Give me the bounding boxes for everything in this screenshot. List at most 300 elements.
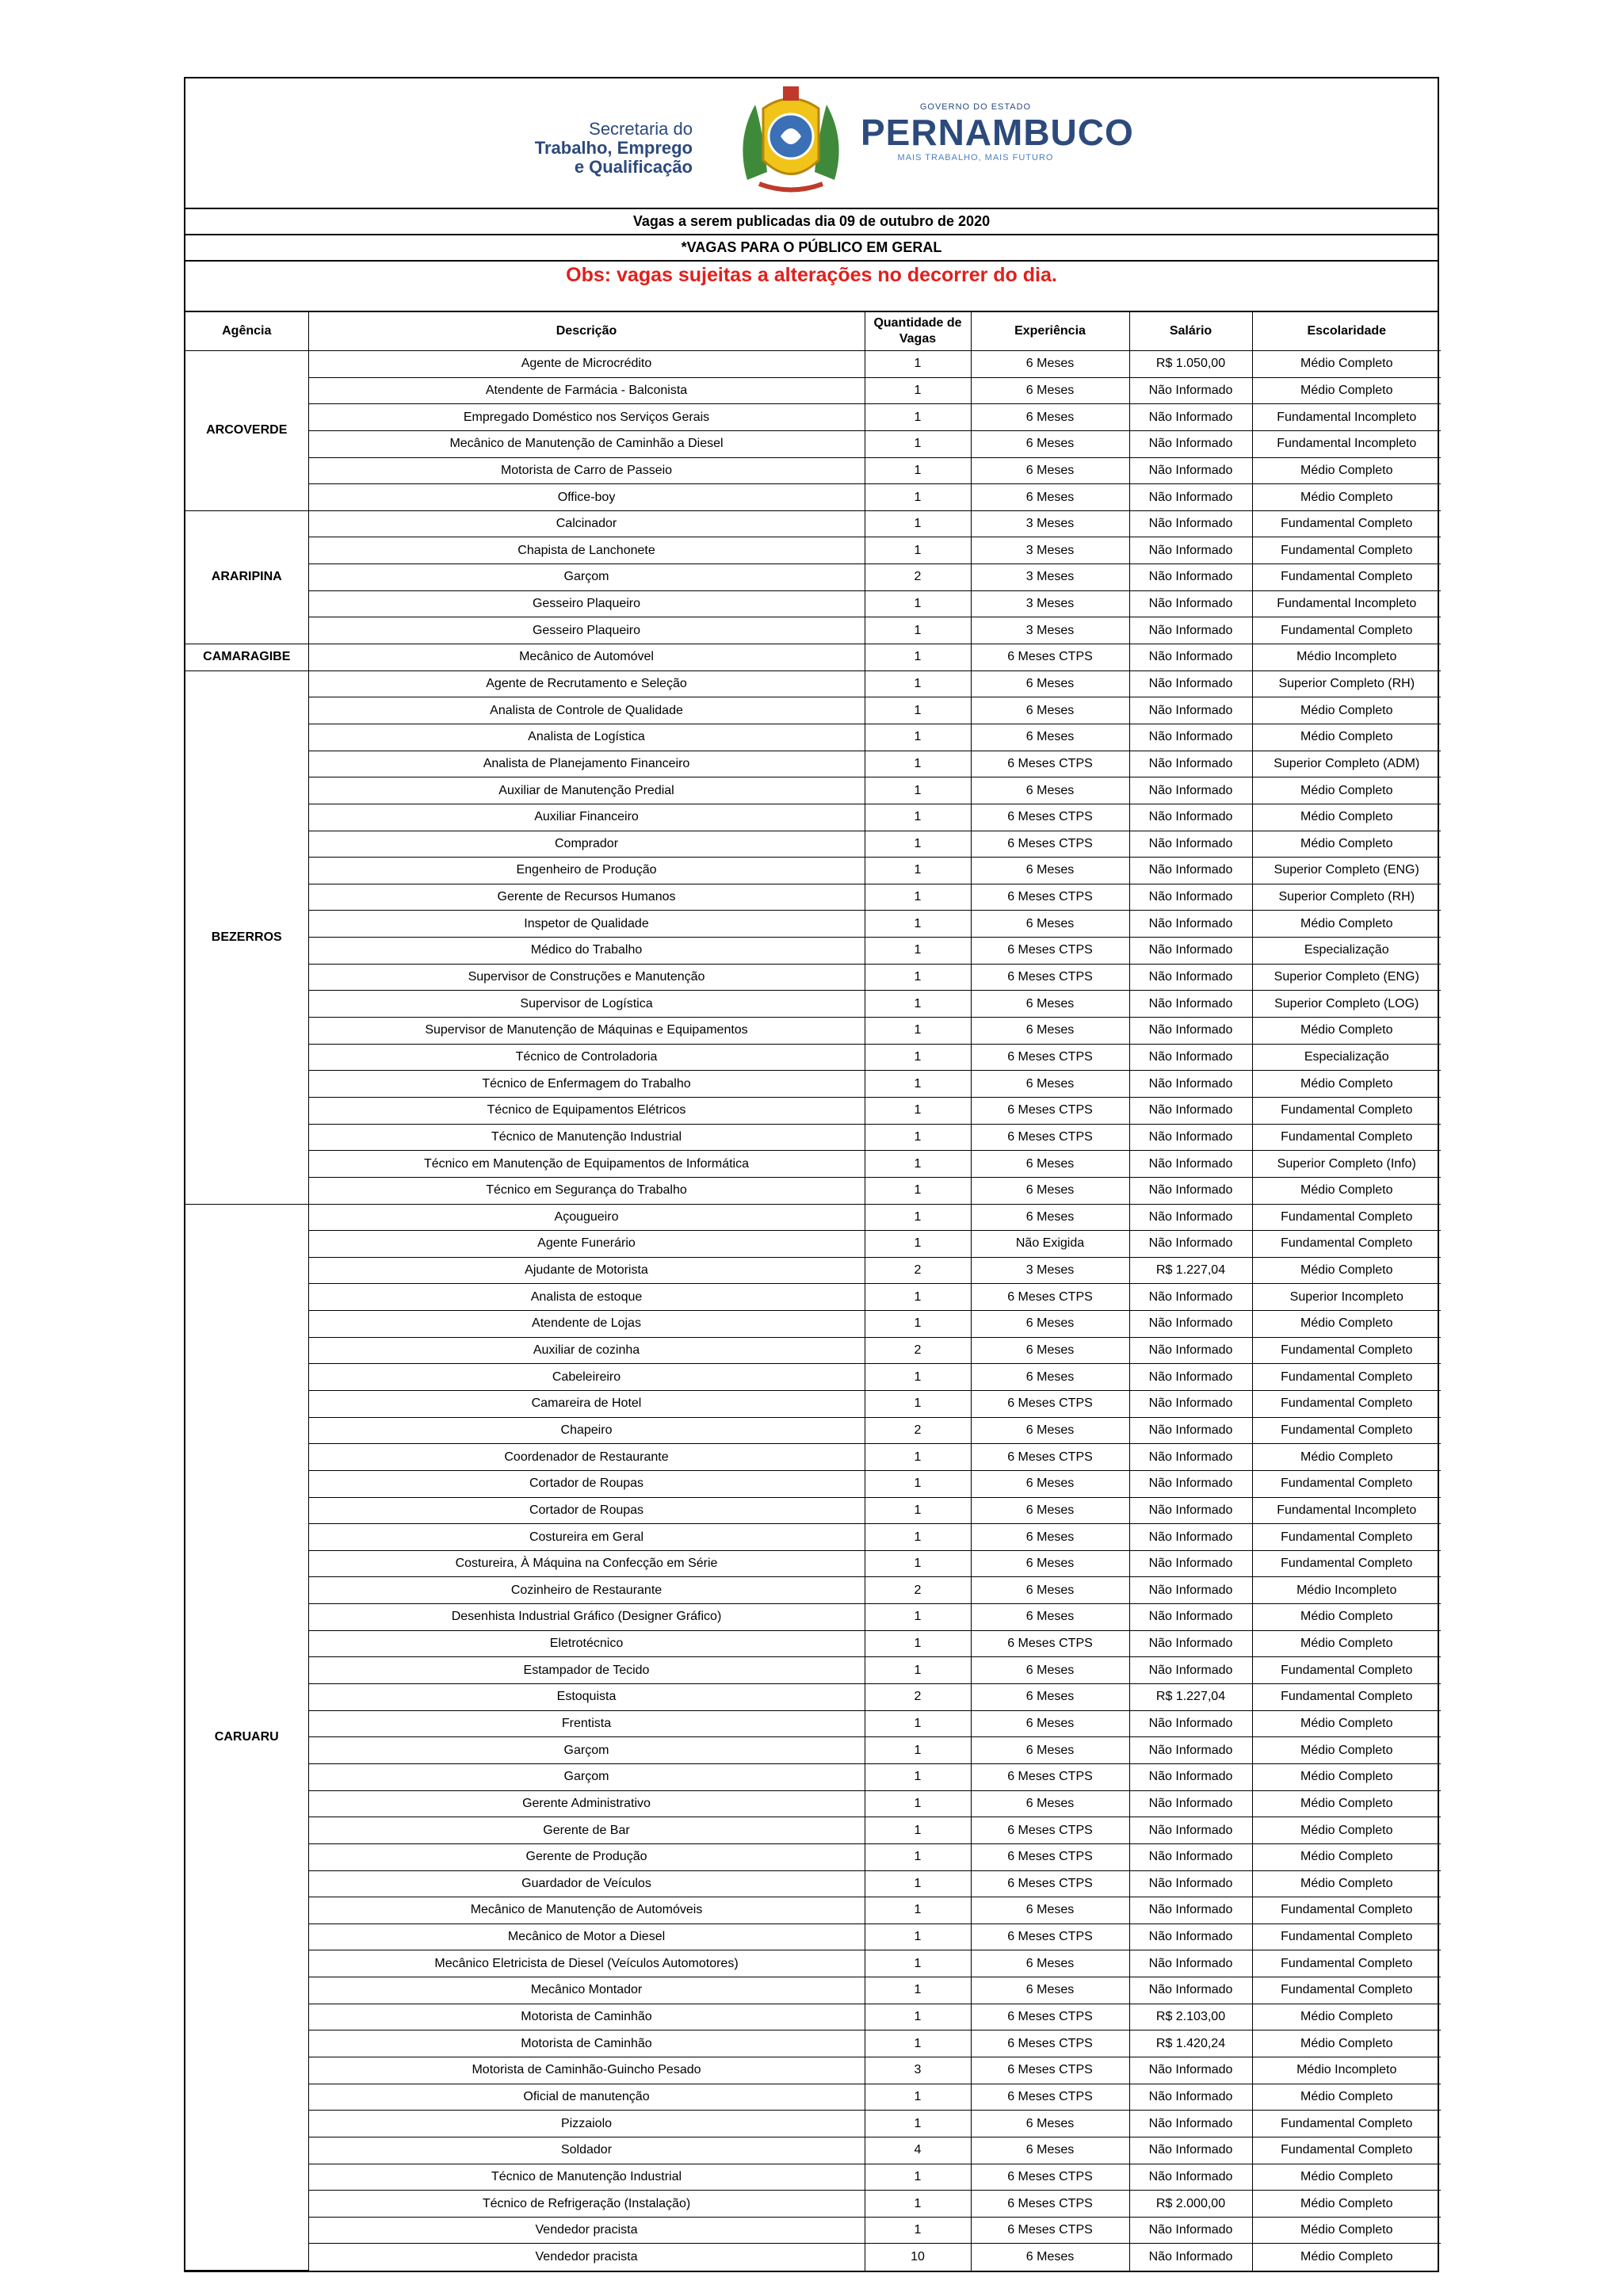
education-cell: Especialização <box>1252 1044 1441 1071</box>
experience-cell: 6 Meses CTPS <box>971 1284 1129 1311</box>
education-cell: Médio Completo <box>1252 1177 1441 1204</box>
salary-cell: Não Informado <box>1129 1843 1252 1870</box>
salary-cell: Não Informado <box>1129 1151 1252 1178</box>
table-row <box>185 457 1441 484</box>
description-cell: Analista de Planejamento Financeiro <box>308 751 865 777</box>
description-cell: Eletrotécnico <box>308 1630 865 1657</box>
table-row <box>185 1897 1441 1924</box>
experience-cell: 6 Meses CTPS <box>971 938 1129 965</box>
table-row <box>185 697 1441 724</box>
education-cell: Médio Completo <box>1252 2084 1441 2111</box>
experience-cell: 6 Meses <box>971 991 1129 1018</box>
salary-cell: Não Informado <box>1129 1737 1252 1764</box>
experience-cell: 6 Meses <box>971 1950 1129 1977</box>
description-cell: Motorista de Caminhão <box>308 2030 865 2057</box>
salary-cell: R$ 2.000,00 <box>1129 2191 1252 2218</box>
table-row <box>185 1790 1441 1817</box>
description-cell: Chapeiro <box>308 1417 865 1444</box>
description-cell: Cabeleireiro <box>308 1364 865 1391</box>
education-cell: Superior Completo (Info) <box>1252 1151 1441 1178</box>
salary-cell: Não Informado <box>1129 1524 1252 1551</box>
quantity-cell: 1 <box>865 1497 971 1524</box>
education-cell: Médio Completo <box>1252 1071 1441 1098</box>
education-cell: Superior Completo (ENG) <box>1252 964 1441 991</box>
education-cell: Fundamental Completo <box>1252 1364 1441 1391</box>
description-cell: Engenheiro de Produção <box>308 858 865 884</box>
education-cell: Médio Incompleto <box>1252 2057 1441 2084</box>
quantity-cell: 10 <box>865 2244 971 2271</box>
description-cell: Costureira em Geral <box>308 1524 865 1551</box>
experience-cell: 6 Meses <box>971 2137 1129 2164</box>
description-cell: Açougueiro <box>308 1204 865 1231</box>
table-row <box>185 644 1441 671</box>
experience-cell: 6 Meses <box>971 911 1129 938</box>
education-cell: Médio Completo <box>1252 1710 1441 1737</box>
quantity-cell: 1 <box>865 884 971 911</box>
experience-cell: 3 Meses <box>971 537 1129 564</box>
salary-cell: Não Informado <box>1129 1311 1252 1338</box>
experience-cell: 6 Meses CTPS <box>971 2217 1129 2244</box>
table-row <box>185 1710 1441 1737</box>
experience-cell: 6 Meses <box>971 1151 1129 1178</box>
education-cell: Médio Completo <box>1252 1018 1441 1045</box>
table-row <box>185 804 1441 831</box>
education-cell: Fundamental Completo <box>1252 1204 1441 1231</box>
table-row <box>185 1097 1441 1124</box>
salary-cell: Não Informado <box>1129 2111 1252 2137</box>
description-cell: Supervisor de Logística <box>308 991 865 1018</box>
col-header-descricao: Descrição <box>308 312 865 351</box>
experience-cell: 6 Meses <box>971 404 1129 431</box>
table-row <box>185 1924 1441 1950</box>
table-row <box>185 777 1441 804</box>
table-row <box>185 1257 1441 1284</box>
salary-cell: Não Informado <box>1129 1097 1252 1124</box>
education-cell: Superior Incompleto <box>1252 1284 1441 1311</box>
salary-cell: Não Informado <box>1129 2137 1252 2164</box>
description-cell: Gesseiro Plaqueiro <box>308 590 865 617</box>
education-cell: Médio Completo <box>1252 804 1441 831</box>
quantity-cell: 2 <box>865 1417 971 1444</box>
agency-cell: CARUARU <box>185 1204 308 2271</box>
salary-cell: Não Informado <box>1129 430 1252 457</box>
experience-cell: 6 Meses <box>971 1710 1129 1737</box>
experience-cell: Não Exigida <box>971 1231 1129 1258</box>
table-row <box>185 2057 1441 2084</box>
quantity-cell: 1 <box>865 2164 971 2191</box>
table-row <box>185 2164 1441 2191</box>
experience-cell: 3 Meses <box>971 564 1129 591</box>
table-row <box>185 1470 1441 1497</box>
col-header-escolaridade: Escolaridade <box>1252 312 1441 351</box>
table-row <box>185 938 1441 965</box>
experience-cell: 6 Meses CTPS <box>971 2030 1129 2057</box>
table-row <box>185 858 1441 884</box>
description-cell: Camareira de Hotel <box>308 1390 865 1417</box>
experience-cell: 6 Meses <box>971 1604 1129 1631</box>
quantity-cell: 1 <box>865 1550 971 1577</box>
experience-cell: 6 Meses CTPS <box>971 1444 1129 1471</box>
description-cell: Médico do Trabalho <box>308 938 865 965</box>
education-cell: Fundamental Completo <box>1252 510 1441 537</box>
table-row <box>185 1151 1441 1178</box>
quantity-cell: 1 <box>865 991 971 1018</box>
education-cell: Médio Completo <box>1252 1763 1441 1790</box>
table-header-row <box>185 312 1441 351</box>
salary-cell: Não Informado <box>1129 1417 1252 1444</box>
salary-cell: Não Informado <box>1129 484 1252 511</box>
experience-cell: 3 Meses <box>971 1257 1129 1284</box>
salary-cell: Não Informado <box>1129 590 1252 617</box>
experience-cell: 6 Meses <box>971 670 1129 697</box>
salary-cell: Não Informado <box>1129 1550 1252 1577</box>
table-row <box>185 751 1441 777</box>
education-cell: Fundamental Completo <box>1252 1950 1441 1977</box>
quantity-cell: 1 <box>865 1950 971 1977</box>
salary-cell: Não Informado <box>1129 2217 1252 2244</box>
salary-cell: Não Informado <box>1129 457 1252 484</box>
description-cell: Estoquista <box>308 1684 865 1711</box>
quantity-cell: 1 <box>865 2111 971 2137</box>
table-row <box>185 1044 1441 1071</box>
education-cell: Médio Completo <box>1252 1630 1441 1657</box>
salary-cell: Não Informado <box>1129 1018 1252 1045</box>
experience-cell: 6 Meses <box>971 1524 1129 1551</box>
table-row <box>185 1390 1441 1417</box>
education-cell: Fundamental Completo <box>1252 564 1441 591</box>
quantity-cell: 1 <box>865 1124 971 1151</box>
description-cell: Coordenador de Restaurante <box>308 1444 865 1471</box>
salary-cell: Não Informado <box>1129 751 1252 777</box>
quantity-cell: 1 <box>865 644 971 671</box>
education-cell: Fundamental Completo <box>1252 2111 1441 2137</box>
salary-cell: Não Informado <box>1129 1071 1252 1098</box>
table-row <box>185 1763 1441 1790</box>
quantity-cell: 1 <box>865 1177 971 1204</box>
table-row <box>185 2137 1441 2164</box>
experience-cell: 6 Meses <box>971 2244 1129 2271</box>
description-cell: Mecânico de Manutenção de Caminhão a Diesel <box>308 430 865 457</box>
quantity-cell: 1 <box>865 617 971 644</box>
table-row <box>185 1577 1441 1604</box>
table-row <box>185 1444 1441 1471</box>
experience-cell: 6 Meses CTPS <box>971 1843 1129 1870</box>
table-row <box>185 1870 1441 1897</box>
salary-cell: R$ 1.227,04 <box>1129 1257 1252 1284</box>
education-cell: Fundamental Completo <box>1252 1097 1441 1124</box>
experience-cell: 6 Meses CTPS <box>971 2084 1129 2111</box>
education-cell: Médio Completo <box>1252 2191 1441 2218</box>
experience-cell: 3 Meses <box>971 510 1129 537</box>
salary-cell: Não Informado <box>1129 510 1252 537</box>
table-row <box>185 430 1441 457</box>
quantity-cell: 1 <box>865 724 971 751</box>
page-title: Vagas a serem publicadas dia 09 de outubro de 2020 <box>185 209 1438 235</box>
description-cell: Vendedor pracista <box>308 2217 865 2244</box>
experience-cell: 6 Meses CTPS <box>971 1044 1129 1071</box>
quantity-cell: 1 <box>865 1897 971 1924</box>
education-cell: Fundamental Completo <box>1252 1337 1441 1364</box>
description-cell: Garçom <box>308 1737 865 1764</box>
description-cell: Técnico em Segurança do Trabalho <box>308 1177 865 1204</box>
salary-cell: Não Informado <box>1129 1577 1252 1604</box>
table-row <box>185 617 1441 644</box>
experience-cell: 6 Meses <box>971 858 1129 884</box>
salary-cell: Não Informado <box>1129 2244 1252 2271</box>
description-cell: Técnico de Enfermagem do Trabalho <box>308 1071 865 1098</box>
description-cell: Garçom <box>308 564 865 591</box>
table-row <box>185 1204 1441 1231</box>
description-cell: Motorista de Caminhão-Guincho Pesado <box>308 2057 865 2084</box>
table-row <box>185 1284 1441 1311</box>
secretaria-logo-text: Secretaria do Trabalho, Emprego e Qualificação <box>534 119 693 177</box>
salary-cell: Não Informado <box>1129 831 1252 858</box>
table-row <box>185 1550 1441 1577</box>
experience-cell: 6 Meses CTPS <box>971 964 1129 991</box>
table-row <box>185 1497 1441 1524</box>
table-row <box>185 1231 1441 1258</box>
education-cell: Superior Completo (RH) <box>1252 670 1441 697</box>
experience-cell: 6 Meses <box>971 1311 1129 1338</box>
description-cell: Comprador <box>308 831 865 858</box>
table-row <box>185 724 1441 751</box>
experience-cell: 6 Meses <box>971 1577 1129 1604</box>
salary-cell: Não Informado <box>1129 697 1252 724</box>
education-cell: Médio Completo <box>1252 484 1441 511</box>
salary-cell: Não Informado <box>1129 1710 1252 1737</box>
description-cell: Analista de Logística <box>308 724 865 751</box>
table-row <box>185 2004 1441 2030</box>
quantity-cell: 1 <box>865 858 971 884</box>
description-cell: Agente Funerário <box>308 1231 865 1258</box>
experience-cell: 6 Meses <box>971 351 1129 378</box>
description-cell: Gerente de Bar <box>308 1817 865 1844</box>
description-cell: Analista de estoque <box>308 1284 865 1311</box>
table-body <box>185 351 1441 2271</box>
description-cell: Chapista de Lanchonete <box>308 537 865 564</box>
table-row <box>185 1630 1441 1657</box>
agency-cell: CAMARAGIBE <box>185 644 308 671</box>
quantity-cell: 1 <box>865 1630 971 1657</box>
table-row <box>185 2191 1441 2218</box>
experience-cell: 6 Meses CTPS <box>971 804 1129 831</box>
salary-cell: Não Informado <box>1129 2057 1252 2084</box>
description-cell: Guardador de Veículos <box>308 1870 865 1897</box>
table-row <box>185 377 1441 404</box>
experience-cell: 6 Meses CTPS <box>971 2164 1129 2191</box>
education-cell: Médio Incompleto <box>1252 644 1441 671</box>
quantity-cell: 1 <box>865 1817 971 1844</box>
description-cell: Mecânico Montador <box>308 1977 865 2004</box>
quantity-cell: 1 <box>865 1284 971 1311</box>
experience-cell: 6 Meses <box>971 1684 1129 1711</box>
quantity-cell: 1 <box>865 1444 971 1471</box>
salary-cell: Não Informado <box>1129 617 1252 644</box>
description-cell: Analista de Controle de Qualidade <box>308 697 865 724</box>
experience-cell: 6 Meses CTPS <box>971 1763 1129 1790</box>
page-subtitle: *VAGAS PARA O PÚBLICO EM GERAL <box>185 235 1438 262</box>
quantity-cell: 1 <box>865 1604 971 1631</box>
salary-cell: Não Informado <box>1129 644 1252 671</box>
salary-cell: Não Informado <box>1129 1337 1252 1364</box>
col-header-quantidade: Quantidade de Vagas <box>865 312 971 351</box>
experience-cell: 6 Meses <box>971 697 1129 724</box>
education-cell: Fundamental Incompleto <box>1252 430 1441 457</box>
education-cell: Médio Completo <box>1252 1311 1441 1338</box>
agency-cell: ARARIPINA <box>185 510 308 644</box>
salary-cell: Não Informado <box>1129 1444 1252 1471</box>
table-row <box>185 537 1441 564</box>
salary-cell: Não Informado <box>1129 911 1252 938</box>
description-cell: Cozinheiro de Restaurante <box>308 1577 865 1604</box>
description-cell: Supervisor de Manutenção de Máquinas e Equipamentos <box>308 1018 865 1045</box>
education-cell: Superior Completo (RH) <box>1252 884 1441 911</box>
table-row <box>185 1337 1441 1364</box>
education-cell: Médio Incompleto <box>1252 1577 1441 1604</box>
education-cell: Médio Completo <box>1252 1604 1441 1631</box>
experience-cell: 6 Meses <box>971 1657 1129 1684</box>
table-row <box>185 2030 1441 2057</box>
table-row <box>185 564 1441 591</box>
salary-cell: Não Informado <box>1129 1763 1252 1790</box>
education-cell: Médio Completo <box>1252 911 1441 938</box>
experience-cell: 6 Meses <box>971 1071 1129 1098</box>
salary-cell: R$ 1.420,24 <box>1129 2030 1252 2057</box>
quantity-cell: 1 <box>865 1151 971 1178</box>
table-row <box>185 2217 1441 2244</box>
table-row <box>185 1604 1441 1631</box>
education-cell: Médio Completo <box>1252 457 1441 484</box>
education-cell: Superior Completo (ADM) <box>1252 751 1441 777</box>
description-cell: Auxiliar de Manutenção Predial <box>308 777 865 804</box>
experience-cell: 6 Meses <box>971 1018 1129 1045</box>
education-cell: Médio Completo <box>1252 2217 1441 2244</box>
table-row <box>185 1071 1441 1098</box>
experience-cell: 6 Meses <box>971 1417 1129 1444</box>
experience-cell: 6 Meses <box>971 457 1129 484</box>
education-cell: Médio Completo <box>1252 2244 1441 2271</box>
salary-cell: R$ 1.050,00 <box>1129 351 1252 378</box>
table-row <box>185 1124 1441 1151</box>
quantity-cell: 1 <box>865 430 971 457</box>
coat-of-arms-icon <box>731 85 850 200</box>
education-cell: Médio Completo <box>1252 2030 1441 2057</box>
experience-cell: 6 Meses <box>971 1550 1129 1577</box>
education-cell: Fundamental Completo <box>1252 537 1441 564</box>
education-cell: Fundamental Incompleto <box>1252 590 1441 617</box>
salary-cell: Não Informado <box>1129 2084 1252 2111</box>
salary-cell: Não Informado <box>1129 777 1252 804</box>
quantity-cell: 1 <box>865 1924 971 1950</box>
description-cell: Agente de Recrutamento e Seleção <box>308 670 865 697</box>
description-cell: Técnico de Controladoria <box>308 1044 865 1071</box>
quantity-cell: 2 <box>865 1684 971 1711</box>
education-cell: Médio Completo <box>1252 1790 1441 1817</box>
quantity-cell: 1 <box>865 484 971 511</box>
experience-cell: 6 Meses <box>971 1897 1129 1924</box>
description-cell: Gesseiro Plaqueiro <box>308 617 865 644</box>
salary-cell: Não Informado <box>1129 2164 1252 2191</box>
salary-cell: Não Informado <box>1129 884 1252 911</box>
description-cell: Técnico de Refrigeração (Instalação) <box>308 2191 865 2218</box>
quantity-cell: 1 <box>865 2004 971 2030</box>
jobs-table <box>185 312 1441 2271</box>
education-cell: Superior Completo (LOG) <box>1252 991 1441 1018</box>
experience-cell: 6 Meses CTPS <box>971 2004 1129 2030</box>
salary-cell: Não Informado <box>1129 804 1252 831</box>
salary-cell: Não Informado <box>1129 1924 1252 1950</box>
description-cell: Ajudante de Motorista <box>308 1257 865 1284</box>
col-header-salario: Salário <box>1129 312 1252 351</box>
table-row <box>185 1524 1441 1551</box>
description-cell: Técnico de Manutenção Industrial <box>308 1124 865 1151</box>
agency-cell: BEZERROS <box>185 670 308 1204</box>
education-cell: Fundamental Incompleto <box>1252 404 1441 431</box>
quantity-cell: 1 <box>865 1018 971 1045</box>
education-cell: Médio Completo <box>1252 1817 1441 1844</box>
salary-cell: Não Informado <box>1129 1817 1252 1844</box>
quantity-cell: 1 <box>865 1977 971 2004</box>
education-cell: Fundamental Incompleto <box>1252 1497 1441 1524</box>
quantity-cell: 1 <box>865 1204 971 1231</box>
education-cell: Médio Completo <box>1252 1737 1441 1764</box>
education-cell: Fundamental Completo <box>1252 1524 1441 1551</box>
experience-cell: 6 Meses CTPS <box>971 831 1129 858</box>
description-cell: Agente de Microcrédito <box>308 351 865 378</box>
experience-cell: 3 Meses <box>971 617 1129 644</box>
observation-note: Obs: vagas sujeitas a alterações no decorrer do dia. <box>185 262 1438 312</box>
salary-cell: Não Informado <box>1129 1044 1252 1071</box>
table-row <box>185 831 1441 858</box>
experience-cell: 6 Meses <box>971 1177 1129 1204</box>
experience-cell: 6 Meses CTPS <box>971 2191 1129 2218</box>
salary-cell: Não Informado <box>1129 991 1252 1018</box>
experience-cell: 6 Meses <box>971 377 1129 404</box>
education-cell: Médio Completo <box>1252 2004 1441 2030</box>
quantity-cell: 1 <box>865 911 971 938</box>
quantity-cell: 1 <box>865 1470 971 1497</box>
description-cell: Supervisor de Construções e Manutenção <box>308 964 865 991</box>
quantity-cell: 1 <box>865 2084 971 2111</box>
quantity-cell: 1 <box>865 751 971 777</box>
description-cell: Calcinador <box>308 510 865 537</box>
quantity-cell: 1 <box>865 1364 971 1391</box>
education-cell: Médio Completo <box>1252 831 1441 858</box>
salary-cell: Não Informado <box>1129 1630 1252 1657</box>
salary-cell: Não Informado <box>1129 1231 1252 1258</box>
description-cell: Estampador de Tecido <box>308 1657 865 1684</box>
description-cell: Cortador de Roupas <box>308 1470 865 1497</box>
table-row <box>185 670 1441 697</box>
table-row <box>185 1018 1441 1045</box>
description-cell: Desenhista Industrial Gráfico (Designer Gráfico) <box>308 1604 865 1631</box>
description-cell: Técnico de Equipamentos Elétricos <box>308 1097 865 1124</box>
education-cell: Médio Completo <box>1252 1870 1441 1897</box>
description-cell: Motorista de Carro de Passeio <box>308 457 865 484</box>
salary-cell: R$ 2.103,00 <box>1129 2004 1252 2030</box>
salary-cell: Não Informado <box>1129 1897 1252 1924</box>
agency-cell: ARCOVERDE <box>185 351 308 511</box>
description-cell: Office-boy <box>308 484 865 511</box>
education-cell: Fundamental Completo <box>1252 2137 1441 2164</box>
quantity-cell: 1 <box>865 670 971 697</box>
table-row <box>185 1817 1441 1844</box>
table-row <box>185 1311 1441 1338</box>
quantity-cell: 3 <box>865 2057 971 2084</box>
education-cell: Fundamental Completo <box>1252 1124 1441 1151</box>
table-row <box>185 590 1441 617</box>
pernambuco-logo: GOVERNO DO ESTADO PERNAMBUCO MAIS TRABALHO, MAIS FUTURO <box>861 102 1134 162</box>
